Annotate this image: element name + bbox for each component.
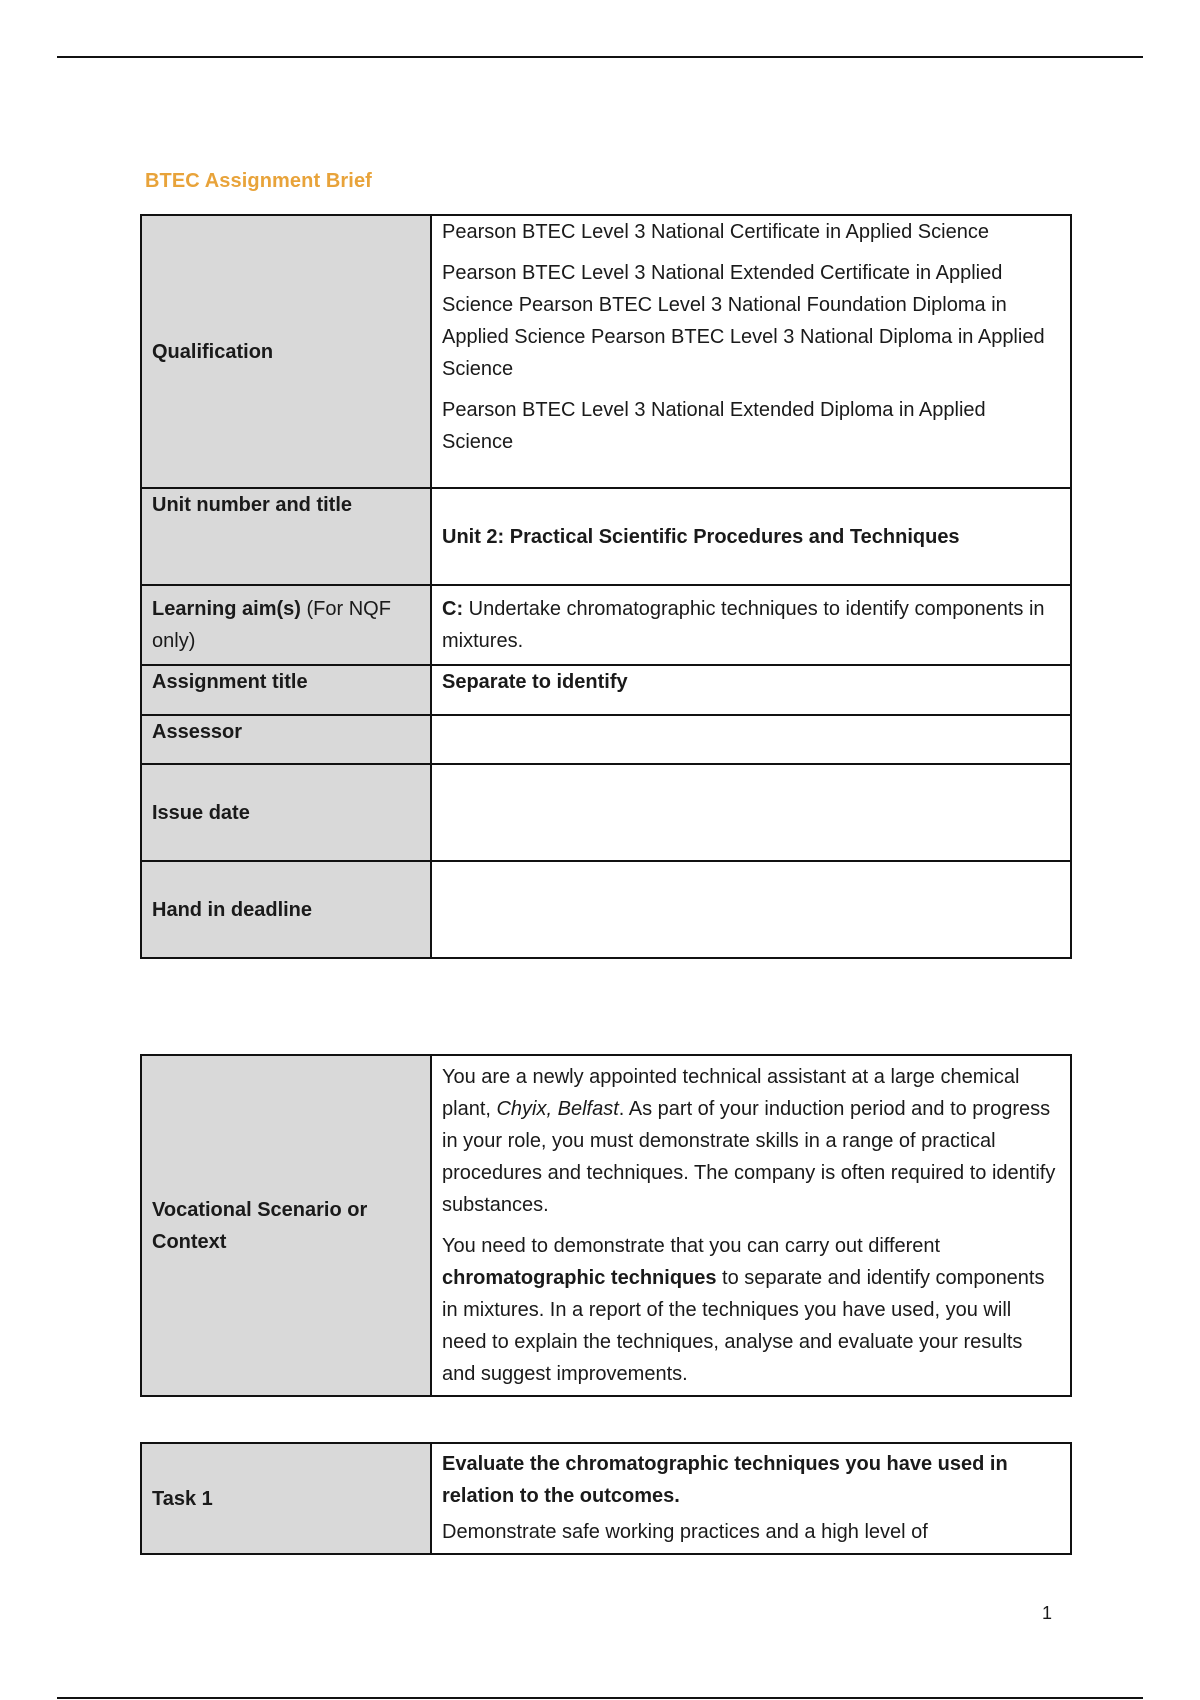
task-text: Demonstrate safe working practices and a high level of <box>442 1521 928 1543</box>
deadline-row <box>141 861 1071 958</box>
task-value <box>431 1443 1071 1554</box>
qualification-label: Qualification <box>141 215 431 488</box>
unit-label: Unit number and title <box>141 488 431 585</box>
qualification-line-1: Pearson BTEC Level 3 National Certificate in Applied Science <box>442 221 989 243</box>
bottom-rule <box>57 1697 1143 1699</box>
deadline-value <box>431 861 1071 958</box>
task-table <box>140 1442 1072 1555</box>
scenario-label: Vocational Scenario or Context <box>141 1055 431 1396</box>
assignment-title-value: Separate to identify <box>431 665 1071 715</box>
qualification-row <box>141 215 1071 488</box>
assessor-row <box>141 715 1071 764</box>
scenario-p2-end: to separate and identify components in mixtures. In a report of the techniques you have used, you will need to explain the techniques, analyse and evaluate your results and suggest improvements. <box>442 1267 1045 1385</box>
unit-row <box>141 488 1071 585</box>
qualification-line-2: Pearson BTEC Level 3 National Extended Certificate in Applied Science Pearson BTEC Level 3 National Foundation Diploma in Applied Science Pearson BTEC Level 3 National Diploma in Applied Science <box>442 262 1045 380</box>
assignment-title-label: Assignment title <box>141 665 431 715</box>
task-label: Task 1 <box>141 1443 431 1554</box>
learning-aim-label-note: (For NQF only) <box>152 598 391 652</box>
learning-aim-text: Undertake chromatographic techniques to identify components in mixtures. <box>442 598 1045 652</box>
scenario-table <box>140 1054 1072 1397</box>
qualification-value <box>431 215 1071 488</box>
unit-value: Unit 2: Practical Scientific Procedures and Techniques <box>431 488 1071 585</box>
assessor-value <box>431 715 1071 764</box>
assignment-brief-table <box>140 214 1072 959</box>
task-heading: Evaluate the chromatographic techniques you have used in relation to the outcomes. <box>442 1453 1008 1507</box>
issue-date-label: Issue date <box>141 764 431 861</box>
deadline-label: Hand in deadline <box>141 861 431 958</box>
qualification-line-3: Pearson BTEC Level 3 National Extended Diploma in Applied Science <box>442 399 986 453</box>
scenario-paragraph-2 <box>442 1230 1060 1390</box>
scenario-company: Chyix, Belfast <box>496 1098 619 1120</box>
scenario-p1-end: . As part of your induction period and to progress in your role, you must demonstrate skills in a range of practical procedures and techniques. The company is often required to identify substances. <box>442 1098 1056 1216</box>
page-title: BTEC Assignment Brief <box>145 170 372 192</box>
learning-aim-label <box>141 585 431 665</box>
issue-date-row <box>141 764 1071 861</box>
page-number: 1 <box>1042 1603 1053 1623</box>
scenario-value <box>431 1055 1071 1396</box>
scenario-paragraph-1 <box>442 1061 1060 1221</box>
learning-aim-value <box>431 585 1071 665</box>
assessor-label: Assessor <box>141 715 431 764</box>
issue-date-value <box>431 764 1071 861</box>
task-row <box>141 1443 1071 1554</box>
scenario-keyword: chromatographic techniques <box>442 1267 717 1289</box>
learning-aim-code: C: <box>442 598 464 620</box>
learning-aim-row <box>141 585 1071 665</box>
top-rule <box>57 56 1143 58</box>
scenario-row <box>141 1055 1071 1396</box>
scenario-p2-start: You need to demonstrate that you can carry out different <box>442 1235 941 1257</box>
scenario-p1-start: You are a newly appointed technical assistant at a large chemical plant, <box>442 1066 1020 1120</box>
learning-aim-label-main: Learning aim(s) <box>152 598 301 620</box>
assignment-title-row <box>141 665 1071 715</box>
